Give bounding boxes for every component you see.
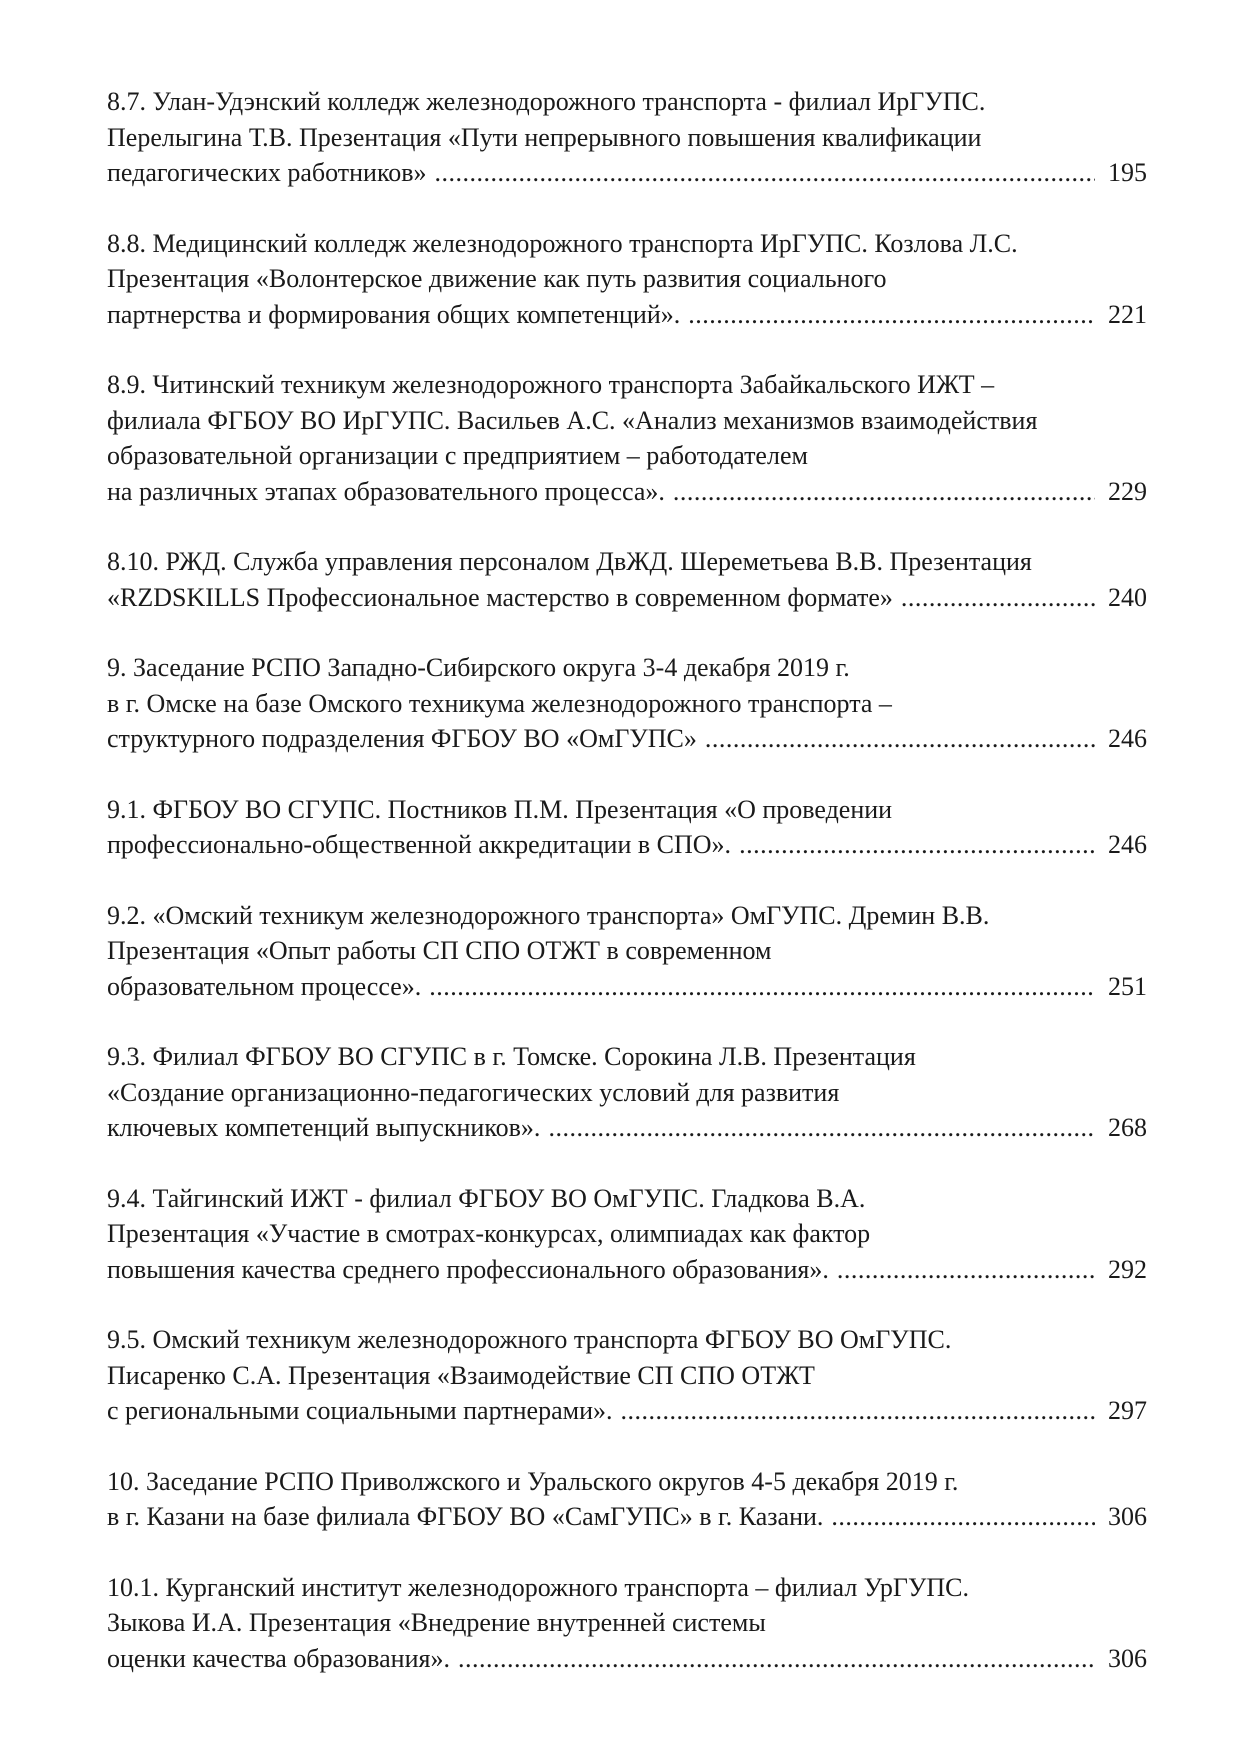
dot-leader <box>831 1499 1095 1535</box>
toc-entry-line: партнерства и формирования общих компетенций». <box>107 299 681 329</box>
toc-entry <box>107 226 1147 333</box>
toc-entry-last-line <box>107 155 1147 191</box>
toc-entry-line: 9. Заседание РСПО Западно-Сибирского округа 3-4 декабря 2019 г. <box>107 653 850 682</box>
toc-entry-line: Зыкова И.А. Презентация «Внедрение внутренней системы <box>107 1608 766 1637</box>
toc-entry-line: оценки качества образования». <box>107 1643 450 1673</box>
page-number: 297 <box>1108 1396 1147 1425</box>
toc-entry-line: 9.1. ФГБОУ ВО СГУПС. Постников П.М. Презентация «О проведении <box>107 794 893 824</box>
toc-entry-line: Презентация «Участие в смотрах-конкурсах, олимпиадах как фактор <box>107 1219 871 1248</box>
toc-entry <box>107 84 1147 191</box>
toc-entry-last-line <box>107 1252 1147 1288</box>
toc-entry <box>107 792 1147 863</box>
table-of-contents <box>107 84 1147 1711</box>
page-number: 251 <box>1108 971 1147 1001</box>
dot-leader <box>837 1252 1095 1288</box>
toc-entry-line: Перелыгина Т.В. Презентация «Пути непрерывного повышения квалификации <box>107 122 982 152</box>
dot-leader <box>429 969 1095 1005</box>
dot-leader <box>688 297 1095 333</box>
toc-entry-line: «Создание организационно-педагогических условий для развития <box>107 1077 840 1107</box>
page-number: 246 <box>1108 724 1147 753</box>
toc-entry <box>107 1039 1147 1146</box>
toc-entry-line: Писаренко С.А. Презентация «Взаимодействие СП СПО ОТЖТ <box>107 1360 815 1390</box>
toc-entry-last-line <box>107 1393 1147 1429</box>
toc-entry-line: педагогических работников» <box>107 158 427 187</box>
dot-leader <box>620 1393 1095 1429</box>
dot-leader <box>435 155 1095 191</box>
toc-entry-last-line <box>107 969 1147 1005</box>
dot-leader <box>705 721 1095 757</box>
toc-entry-line: 9.5. Омский техникум железнодорожного транспорта ФГБОУ ВО ОмГУПС. <box>107 1325 952 1354</box>
toc-entry-line: 10. Заседание РСПО Приволжского и Уральского округов 4-5 декабря 2019 г. <box>107 1466 959 1496</box>
toc-entry-last-line <box>107 474 1147 510</box>
toc-entry-line: 8.8. Медицинский колледж железнодорожного транспорта ИрГУПС. Козлова Л.С. <box>107 228 1018 258</box>
toc-entry-last-line <box>107 580 1147 616</box>
toc-entry-last-line <box>107 1641 1147 1677</box>
page-number: 292 <box>1108 1254 1147 1284</box>
toc-entry <box>107 1570 1147 1677</box>
toc-entry-line: 9.2. «Омский техникум железнодорожного транспорта» ОмГУПС. Дремин В.В. <box>107 900 990 930</box>
toc-entry-line: структурного подразделения ФГБОУ ВО «ОмГУПС» <box>107 724 697 753</box>
toc-entry-last-line <box>107 1110 1147 1146</box>
toc-entry-line: профессионально-общественной аккредитации в СПО». <box>107 830 732 859</box>
toc-entry-line: в г. Казани на базе филиала ФГБОУ ВО «СамГУПС» в г. Казани. <box>107 1502 824 1531</box>
toc-entry-line: на различных этапах образовательного процесса». <box>107 476 665 506</box>
toc-entry-line: ключевых компетенций выпускников». <box>107 1113 541 1142</box>
dot-leader <box>739 827 1095 863</box>
dot-leader <box>673 474 1095 510</box>
dot-leader <box>548 1110 1095 1146</box>
page-number: 306 <box>1108 1643 1147 1673</box>
dot-leader <box>458 1641 1095 1677</box>
toc-entry-line: «RZDSKILLS Профессиональное мастерство в современном формате» <box>107 582 893 612</box>
toc-entry-line: образовательном процессе». <box>107 971 422 1001</box>
toc-entry <box>107 544 1147 615</box>
toc-entry-line: с региональными социальными партнерами». <box>107 1396 613 1425</box>
page-number: 195 <box>1108 158 1147 187</box>
page-number: 240 <box>1108 582 1147 612</box>
toc-entry-line: в г. Омске на базе Омского техникума железнодорожного транспорта – <box>107 688 892 718</box>
page-number: 268 <box>1108 1113 1147 1142</box>
toc-entry-line: 9.4. Тайгинский ИЖТ - филиал ФГБОУ ВО ОмГУПС. Гладкова В.А. <box>107 1183 866 1213</box>
toc-entry-last-line <box>107 297 1147 333</box>
page-number: 221 <box>1108 299 1147 329</box>
toc-entry-line: 8.9. Читинский техникум железнодорожного транспорта Забайкальского ИЖТ – <box>107 370 995 399</box>
toc-entry <box>107 1322 1147 1429</box>
toc-entry-line: 8.10. РЖД. Служба управления персоналом ДвЖД. Шереметьева В.В. Презентация <box>107 547 1032 576</box>
toc-entry-line: 8.7. Улан-Удэнский колледж железнодорожного транспорта - филиал ИрГУПС. <box>107 87 986 116</box>
toc-entry-last-line <box>107 827 1147 863</box>
toc-entry <box>107 898 1147 1005</box>
page-number: 246 <box>1108 830 1147 859</box>
toc-entry <box>107 650 1147 757</box>
toc-entry-line: 10.1. Курганский институт железнодорожного транспорта – филиал УрГУПС. <box>107 1572 969 1602</box>
toc-entry-last-line <box>107 721 1147 757</box>
toc-entry <box>107 367 1147 509</box>
toc-entry <box>107 1181 1147 1288</box>
page-number: 306 <box>1108 1502 1147 1531</box>
dot-leader <box>901 580 1095 616</box>
toc-entry-last-line <box>107 1499 1147 1535</box>
toc-entry-line: Презентация «Волонтерское движение как путь развития социального <box>107 264 887 293</box>
toc-entry-line: 9.3. Филиал ФГБОУ ВО СГУПС в г. Томске. Сорокина Л.В. Презентация <box>107 1042 916 1071</box>
toc-entry <box>107 1464 1147 1535</box>
toc-entry-line: повышения качества среднего профессионального образования». <box>107 1254 829 1284</box>
page-number: 229 <box>1108 476 1147 506</box>
toc-entry-line: филиала ФГБОУ ВО ИрГУПС. Васильев А.С. «Анализ механизмов взаимодействия <box>107 405 1038 435</box>
toc-entry-line: образовательной организации с предприятием – работодателем <box>107 441 808 470</box>
toc-entry-line: Презентация «Опыт работы СП СПО ОТЖТ в современном <box>107 936 772 965</box>
